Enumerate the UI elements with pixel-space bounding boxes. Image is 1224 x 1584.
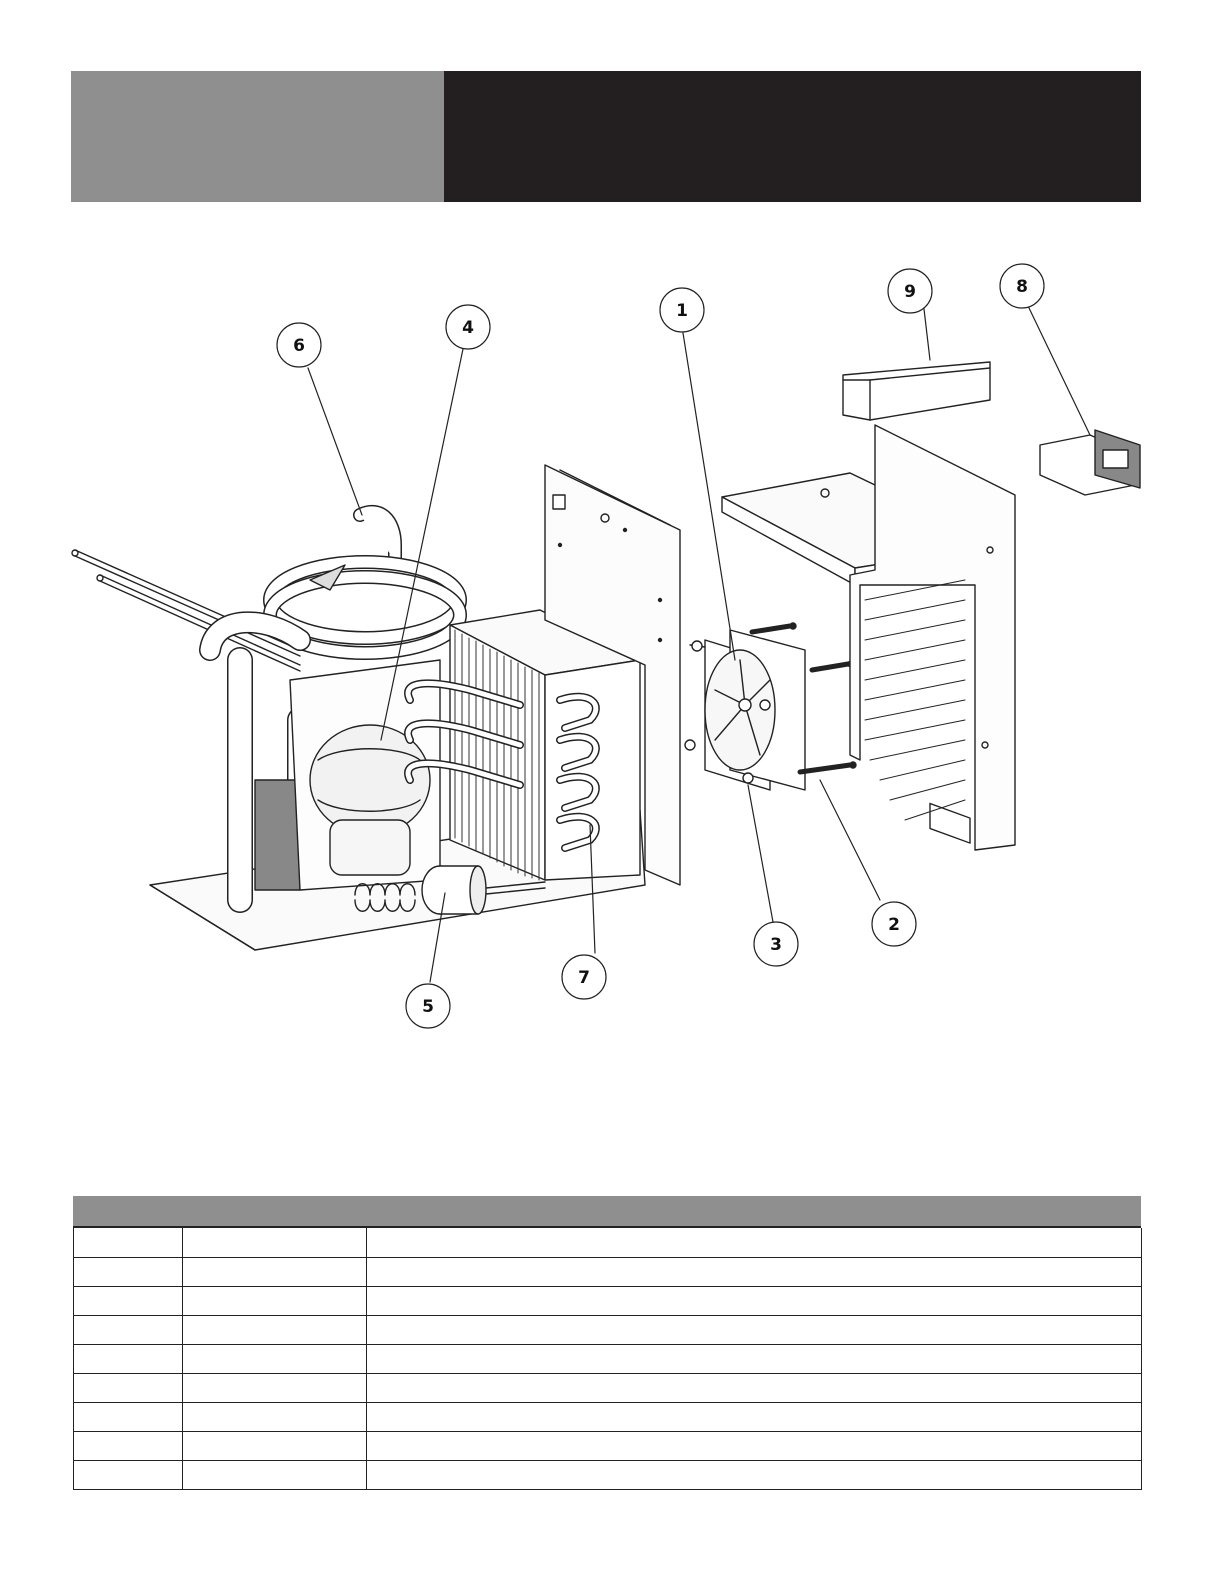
part-number-cell xyxy=(183,1286,367,1315)
item-cell xyxy=(74,1373,183,1402)
callout-9 xyxy=(888,269,932,313)
item-cell xyxy=(74,1460,183,1489)
svg-text:9: 9 xyxy=(904,282,916,302)
parts-table-body xyxy=(73,1228,1142,1490)
description-cell xyxy=(367,1286,1142,1315)
item-cell xyxy=(74,1431,183,1460)
parts-table xyxy=(73,1196,1141,1490)
table-row xyxy=(74,1257,1142,1286)
svg-text:8: 8 xyxy=(1016,277,1028,297)
description-cell xyxy=(367,1257,1142,1286)
table-row xyxy=(74,1431,1142,1460)
controller xyxy=(1040,430,1140,495)
description-cell xyxy=(367,1344,1142,1373)
part-number-cell xyxy=(183,1373,367,1402)
svg-text:1: 1 xyxy=(676,301,688,321)
callout-3 xyxy=(754,922,798,966)
callout-6 xyxy=(277,323,321,367)
callout-5 xyxy=(406,984,450,1028)
part-number-cell xyxy=(183,1344,367,1373)
svg-text:2: 2 xyxy=(888,915,900,935)
item-cell xyxy=(74,1402,183,1431)
compressor xyxy=(290,660,440,890)
svg-text:3: 3 xyxy=(770,935,782,955)
fan xyxy=(685,630,805,790)
table-row xyxy=(74,1228,1142,1257)
svg-text:5: 5 xyxy=(422,997,434,1017)
svg-text:7: 7 xyxy=(578,968,590,988)
description-cell xyxy=(367,1373,1142,1402)
table-row xyxy=(74,1344,1142,1373)
callout-7 xyxy=(562,955,606,999)
table-row xyxy=(74,1460,1142,1489)
item-cell xyxy=(74,1228,183,1257)
svg-text:6: 6 xyxy=(293,336,305,356)
svg-text:4: 4 xyxy=(462,318,474,338)
item-cell xyxy=(74,1315,183,1344)
description-cell xyxy=(367,1431,1142,1460)
cover-block xyxy=(843,362,990,420)
part-number-cell xyxy=(183,1460,367,1489)
table-row xyxy=(74,1286,1142,1315)
table-row xyxy=(74,1373,1142,1402)
part-number-cell xyxy=(183,1315,367,1344)
description-cell xyxy=(367,1460,1142,1489)
item-cell xyxy=(74,1344,183,1373)
part-number-cell xyxy=(183,1257,367,1286)
item-cell xyxy=(74,1286,183,1315)
parts-table-header xyxy=(73,1196,1141,1228)
part-number-cell xyxy=(183,1402,367,1431)
description-cell xyxy=(367,1315,1142,1344)
item-cell xyxy=(74,1257,183,1286)
callout-2 xyxy=(872,902,916,946)
callout-8 xyxy=(1000,264,1044,308)
left-tubes xyxy=(210,622,300,900)
table-row xyxy=(74,1315,1142,1344)
callout-1 xyxy=(660,288,704,332)
description-cell xyxy=(367,1228,1142,1257)
table-row xyxy=(74,1402,1142,1431)
part-number-cell xyxy=(183,1431,367,1460)
callout-4 xyxy=(446,305,490,349)
description-cell xyxy=(367,1402,1142,1431)
part-number-cell xyxy=(183,1228,367,1257)
